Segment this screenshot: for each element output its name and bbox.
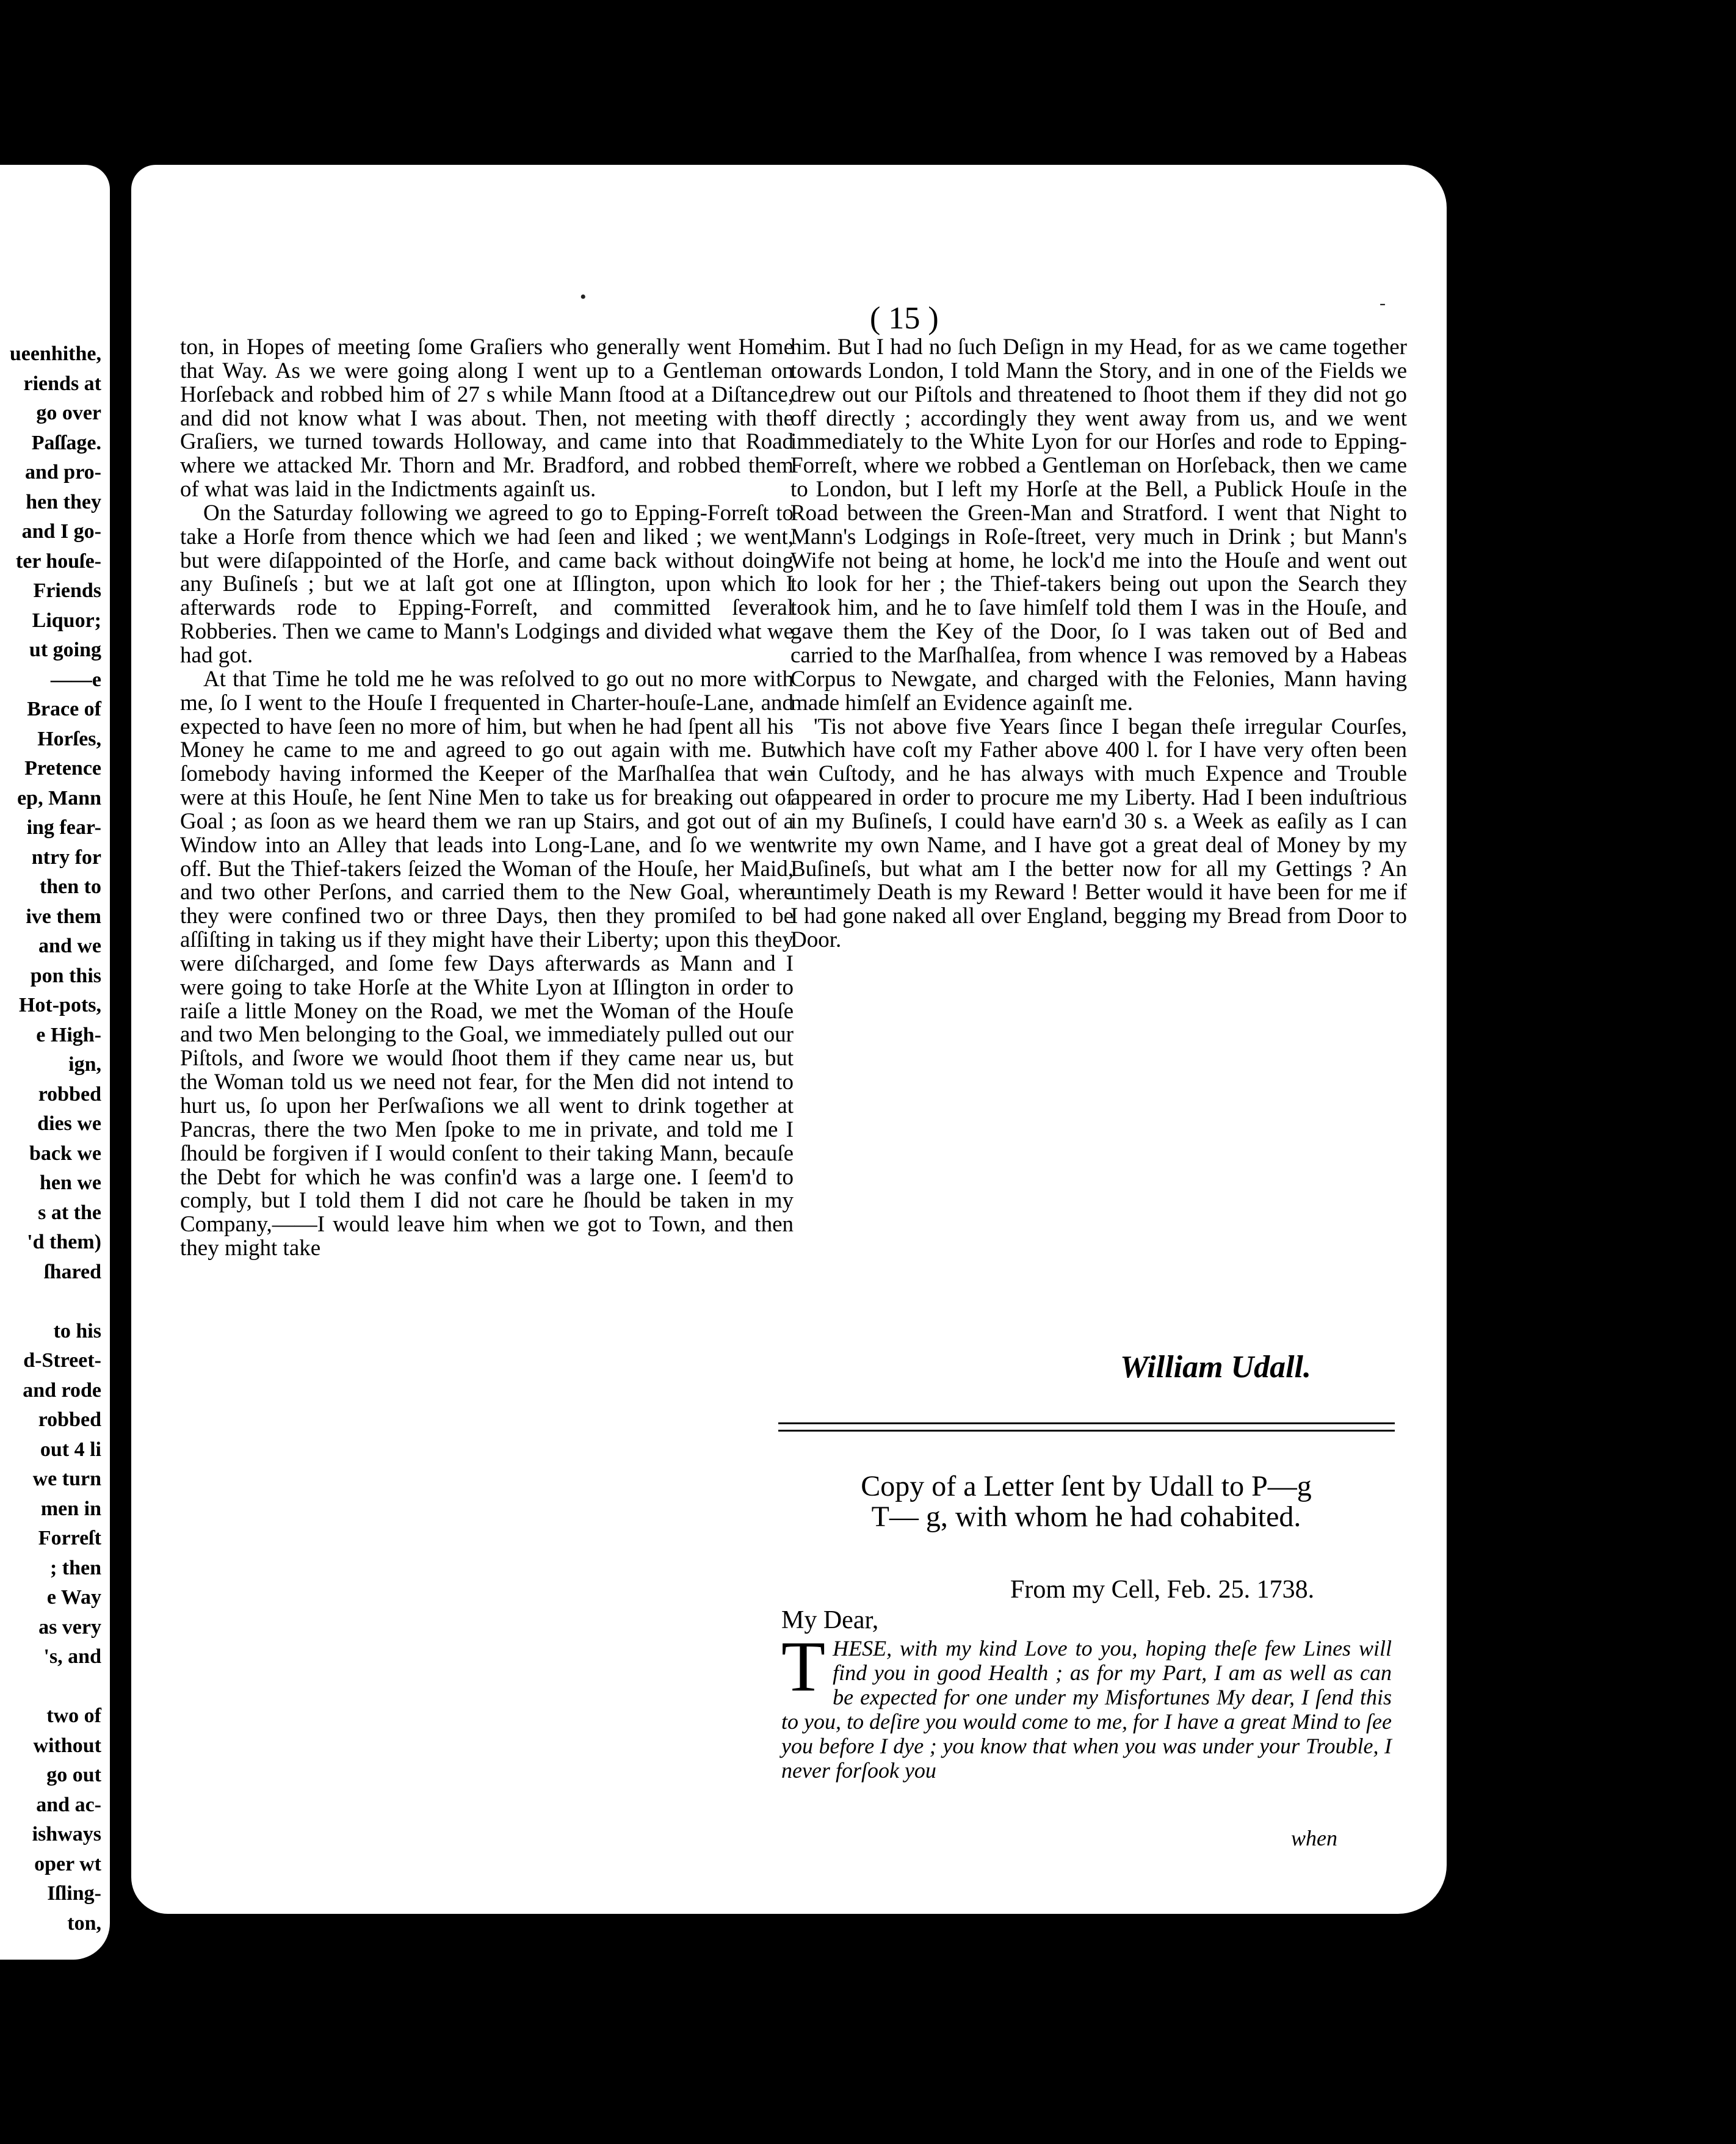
previous-page-line: Paſſage. (31, 431, 101, 454)
double-rule-bottom (778, 1430, 1395, 1432)
previous-page-line: ueenhithe, (9, 342, 101, 365)
letter-dateline: From my Cell, Feb. 25. 1738. (1010, 1576, 1315, 1604)
previous-page-line: pon this (30, 964, 101, 987)
catchword: when (1291, 1826, 1337, 1850)
previous-page-line: ep, Mann (17, 786, 101, 809)
previous-page-line: ter houſe- (15, 549, 101, 573)
previous-page-line: and rode (23, 1378, 101, 1402)
ink-speck: • (580, 287, 587, 307)
previous-page-line: two of (46, 1704, 101, 1727)
drop-capital: T (781, 1626, 826, 1706)
previous-page-line: dies we (37, 1112, 101, 1135)
right-column (790, 336, 1407, 952)
previous-page-line: and pro- (24, 461, 101, 483)
letter-body (781, 1626, 1392, 1783)
letter-text: HESE, with my kind Love to you, hoping theſe few Lines will find you in good Health ; as for my Part, I am as well as can be expected for one under my Misfortunes My dear, I ſend this to you, to deſire you would come to me, for I have a great Mind to ſee you before I dye ; you know that when you was under your Trouble, I never forſook you (781, 1636, 1392, 1783)
previous-page-line: men in (40, 1497, 101, 1520)
previous-page-line: to his (53, 1319, 101, 1342)
previous-page-line: ntry for (31, 846, 101, 869)
double-rule-top (778, 1422, 1395, 1424)
previous-page-line: s at the (38, 1201, 101, 1224)
previous-page-line: e Way (46, 1586, 101, 1609)
book-page (131, 165, 1447, 1914)
left-column (180, 336, 794, 1261)
previous-page-line: hen we (39, 1172, 101, 1194)
previous-page-line: ishways (32, 1823, 101, 1845)
previous-page-line: ; then (49, 1556, 101, 1579)
paragraph: At that Time he told me he was reſolved to go out no more with me, ſo I went to the Houſe I frequented in Charter-houſe-Lane, and expected to have ſeen no more of him, but when he had ſpent all his Money he came to me and agreed to go out again with me. But ſomebody having informed the Keeper of the Marſhalſea that we were at this Houſe, he ſent Nine Men to take us for breaking out of Goal ; as ſoon as we heard them we ran up Stairs, and got out of a Window into an Alley that leads into Long-Lane, and ſo we went off. But the Thief-takers ſeized the Woman of the Houſe, her Maid, and two other Perſons, and carried them to the New Goal, where they were confined two or three Days, then they promiſed to be aſſiſting in taking us if they might have their Liberty; upon this they were diſcharged, and ſome few Days afterwards as Mann and I were going to take Horſe at the White Lyon at Iſlington in order to raiſe a little Money on the Road, we met the Woman of the Houſe and two Men belonging to the Goal, we immediately pulled out our Piſtols, and ſwore we would ſhoot them if they came near us, but the Woman told us we need not fear, for the Men did not intend to hurt us, ſo upon her Perſwaſions we all went to drink together at Pancras, there the two Men ſpoke to me in private, and told me I ſhould be forgiven if I would conſent to their taking Mann, becauſe the Debt for which he was confin'd was a large one. I ſeem'd to comply, but I told them I did not care he ſhould be taken in my Company,——I would leave him when we got to Town, and then they might take (180, 666, 794, 1261)
paragraph: him. But I had no ſuch Deſign in my Head, for as we came together towards London, I told Mann the Story, and in one of the Fields we drew out our Piſtols and threatened to ſhoot them if they did not go off directly ; accordingly they went away from us, and we went immediately to the White Lyon for our Horſes and rode to Epping-Forreſt, where we robbed a Gentleman on Horſeback, then we came to London, but I left my Horſe at the Bell, a Publick Houſe in the Road between the Green-Man and Stratford. I went that Night to Mann's Lodgings in Roſe-ſtreet, very much in Drink ; but Mann's Wife not being at home, he lock'd me into the Houſe and went out to look for her ; the Thief-takers being out upon the Search they took him, and he to ſave himſelf told them I was in the Houſe, and gave them the Key of the Door, ſo I was taken out of Bed and carried to the Marſhalſea, from whence I was removed by a Habeas Corpus to Newgate, and charged with the Felonies, Mann having made himſelf an Evidence againſt me. (790, 335, 1407, 715)
previous-page-line: Brace of (27, 698, 101, 720)
previous-page-line: without (33, 1734, 101, 1757)
previous-page-line: Forreſt (38, 1527, 101, 1549)
previous-page-line: ton, (67, 1911, 101, 1935)
previous-page-line: Hot-pots, (18, 994, 101, 1016)
previous-page-line: robbed (38, 1082, 101, 1106)
previous-page-line: ut going (29, 639, 101, 661)
previous-page-fragment (0, 165, 110, 1960)
letter-heading-line-2: T— g, with whom he had cohabited. (871, 1501, 1301, 1533)
previous-page-line: riends at (23, 372, 101, 395)
letter-heading (779, 1471, 1393, 1532)
previous-page-line: out 4 li (40, 1438, 101, 1461)
previous-page-line: ſhared (44, 1260, 101, 1283)
previous-page-line: 'd them) (27, 1231, 101, 1253)
previous-page-line: Friends (33, 579, 101, 602)
previous-page-line: and ac- (36, 1793, 101, 1816)
previous-page-line: and I go- (21, 520, 101, 543)
previous-page-line: go over (36, 402, 101, 424)
previous-page-line: back we (29, 1142, 101, 1165)
letter-salutation: My Dear, (781, 1606, 879, 1634)
paragraph: ton, in Hopes of meeting ſome Graſiers who generally went Home that Way. As we were going along I went up to a Gentleman on Horſeback and robbed him of 27 s while Mann ſtood at a Diſtance, and did not know what I was about. Then, not meeting with the Graſiers, we turned towards Holloway, and came into that Road where we attacked Mr. Thorn and Mr. Bradford, and robbed them of what was laid in the Indictments againſt us. (180, 335, 794, 502)
previous-page-line: oper wt (34, 1852, 101, 1875)
ink-speck: - (1380, 293, 1386, 313)
previous-page-line: Iſling- (47, 1882, 101, 1905)
previous-page-line: ——e (50, 668, 101, 691)
previous-page-line: as very (38, 1615, 101, 1639)
previous-page-line: robbed (38, 1408, 101, 1431)
signature: William Udall. (1120, 1350, 1311, 1385)
letter-heading-line-1: Copy of a Letter ſent by Udall to P—g (861, 1470, 1312, 1502)
previous-page-line: Horſes, (37, 727, 101, 750)
previous-page-line: d-Street- (23, 1349, 101, 1372)
previous-page-line: Pretence (24, 757, 101, 780)
previous-page-line: go out (46, 1764, 101, 1786)
previous-page-line: Liquor; (32, 609, 101, 632)
previous-page-line: ive them (26, 905, 101, 928)
previous-page-line: e High- (36, 1023, 101, 1046)
paragraph: On the Saturday following we agreed to go to Epping-Forreſt to take a Horſe from thence which we had ſeen and liked ; we went, but were diſappointed of the Horſe, and came back without doing any Buſineſs ; but we at laſt got one at Iſlington, upon which I afterwards rode to Epping-Forreſt, and committed ſeveral Robberies. Then we came to Mann's Lodgings and divided what we had got. (180, 500, 794, 668)
previous-page-line: hen they (26, 490, 101, 513)
page-number: ( 15 ) (870, 301, 939, 336)
previous-page-line: then to (39, 875, 101, 898)
paragraph: 'Tis not above five Years ſince I began theſe irregular Courſes, which have coſt my Father above 400 l. for I have very often been in Cuſtody, and he has always with much Expence and Trouble appeared in order to procure me my Liberty. Had I been induſtrious in my Buſineſs, I could have earn'd 30 s. a Week as eaſily as I can write my own Name, and I have got a great deal of Money by my Buſineſs, but what am I the better now for all my Gettings ? An untimely Death is my Reward ! Better would it have been for me if I had gone naked all over England, begging my Bread from Door to Door. (790, 714, 1407, 953)
previous-page-line: ign, (68, 1053, 101, 1076)
previous-page-line: we turn (32, 1468, 101, 1490)
previous-page-line: and we (38, 935, 101, 957)
previous-page-line: ing fear- (26, 816, 101, 839)
previous-page-line: 's, and (43, 1645, 101, 1668)
